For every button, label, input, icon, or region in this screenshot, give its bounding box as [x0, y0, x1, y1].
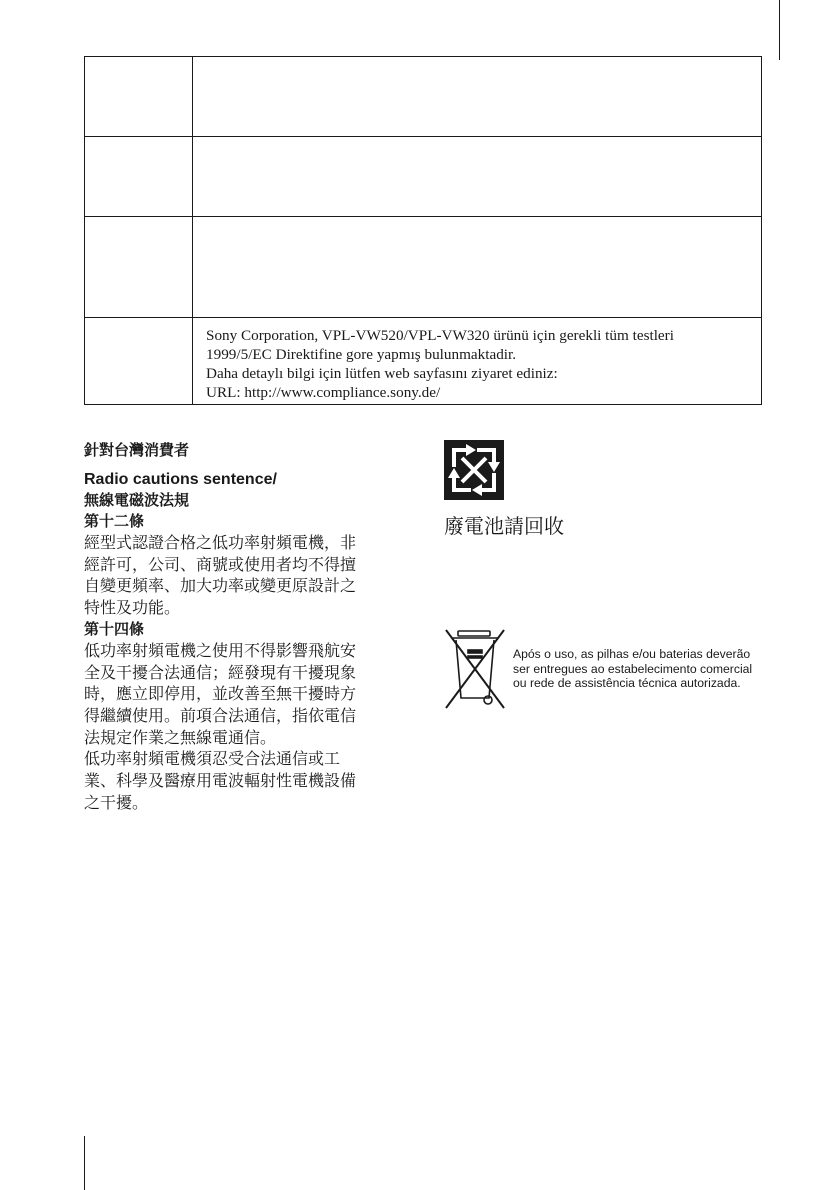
radio-regulations-title: 無線電磁波法規: [84, 491, 190, 509]
table-cell-body: [193, 57, 762, 137]
radio-cautions-title: Radio cautions sentence/: [84, 471, 277, 488]
declaration-line: Daha detaylı bilgi için lütfen web sayfasını ziyaret ediniz:: [206, 365, 558, 382]
article-line: 低功率射頻電機須忍受合法通信或工: [84, 749, 341, 769]
crop-mark-top-right: [779, 0, 780, 60]
article-line: 低功率射頻電機之使用不得影響飛航安: [84, 640, 357, 660]
battery-recycle-block: [444, 440, 564, 540]
brazil-battery-notice: [444, 628, 764, 710]
article-12-heading: 第十二條: [84, 512, 145, 530]
article-12-body: [84, 532, 394, 619]
table-cell-label: [85, 217, 193, 318]
article-line: 業、科學及醫療用電波輻射性電機設備: [84, 771, 357, 791]
notice-line: ou rede de assistência técnica autorizada.: [513, 676, 741, 691]
declaration-line: Sony Corporation, VPL-VW520/VPL-VW320 ürünü için gerekli tüm testleri: [206, 327, 674, 344]
declaration-line: 1999/5/EC Direktifine gore yapmış bulunmaktadir.: [206, 346, 517, 363]
table-cell-body: [193, 318, 762, 405]
table-cell-label: [85, 57, 193, 137]
article-line: 時，應立即停用，並改善至無干擾時方: [84, 684, 357, 704]
article-line: 全及干擾合法通信；經發現有干擾現象: [84, 662, 357, 682]
taiwan-notice-title: 針對台灣消費者: [84, 441, 190, 459]
table-cell-body: [193, 137, 762, 217]
table-row: [85, 57, 762, 137]
article-line: 自變更頻率、加大功率或變更原設計之: [84, 576, 357, 596]
table-row: [85, 318, 762, 405]
table-cell-label: [85, 137, 193, 217]
compliance-table: [84, 56, 762, 405]
table-row: [85, 217, 762, 318]
battery-recycle-caption: 廢電池請回收: [444, 514, 564, 538]
brazil-battery-text: [513, 647, 752, 691]
notice-line: Após o uso, as pilhas e/ou baterias deverão: [513, 647, 751, 661]
crossed-out-bin-icon: [444, 628, 506, 710]
article-line: 經許可，公司、商號或使用者均不得擅: [84, 554, 357, 574]
article-line: 得繼續使用。前項合法通信，指依電信: [84, 705, 357, 725]
table-cell-body: [193, 217, 762, 318]
article-line: 之干擾。: [84, 792, 149, 812]
battery-recycle-icon: [444, 440, 504, 500]
table-cell-label: [85, 318, 193, 405]
declaration-url: URL: http://www.compliance.sony.de/: [206, 384, 441, 401]
article-14-body: [84, 640, 394, 814]
notice-line: ser entregues ao estabelecimento comercial: [513, 661, 753, 676]
article-line: 特性及功能。: [84, 598, 181, 618]
crop-mark-bottom-left: [84, 1136, 85, 1190]
article-line: 經型式認證合格之低功率射頻電機，非: [84, 533, 357, 552]
table-row: [85, 137, 762, 217]
article-14-heading: 第十四條: [84, 619, 145, 638]
turkish-declaration: [193, 318, 761, 402]
taiwan-notice: [84, 440, 394, 813]
article-line: 法規定作業之無線電通信。: [84, 727, 277, 747]
